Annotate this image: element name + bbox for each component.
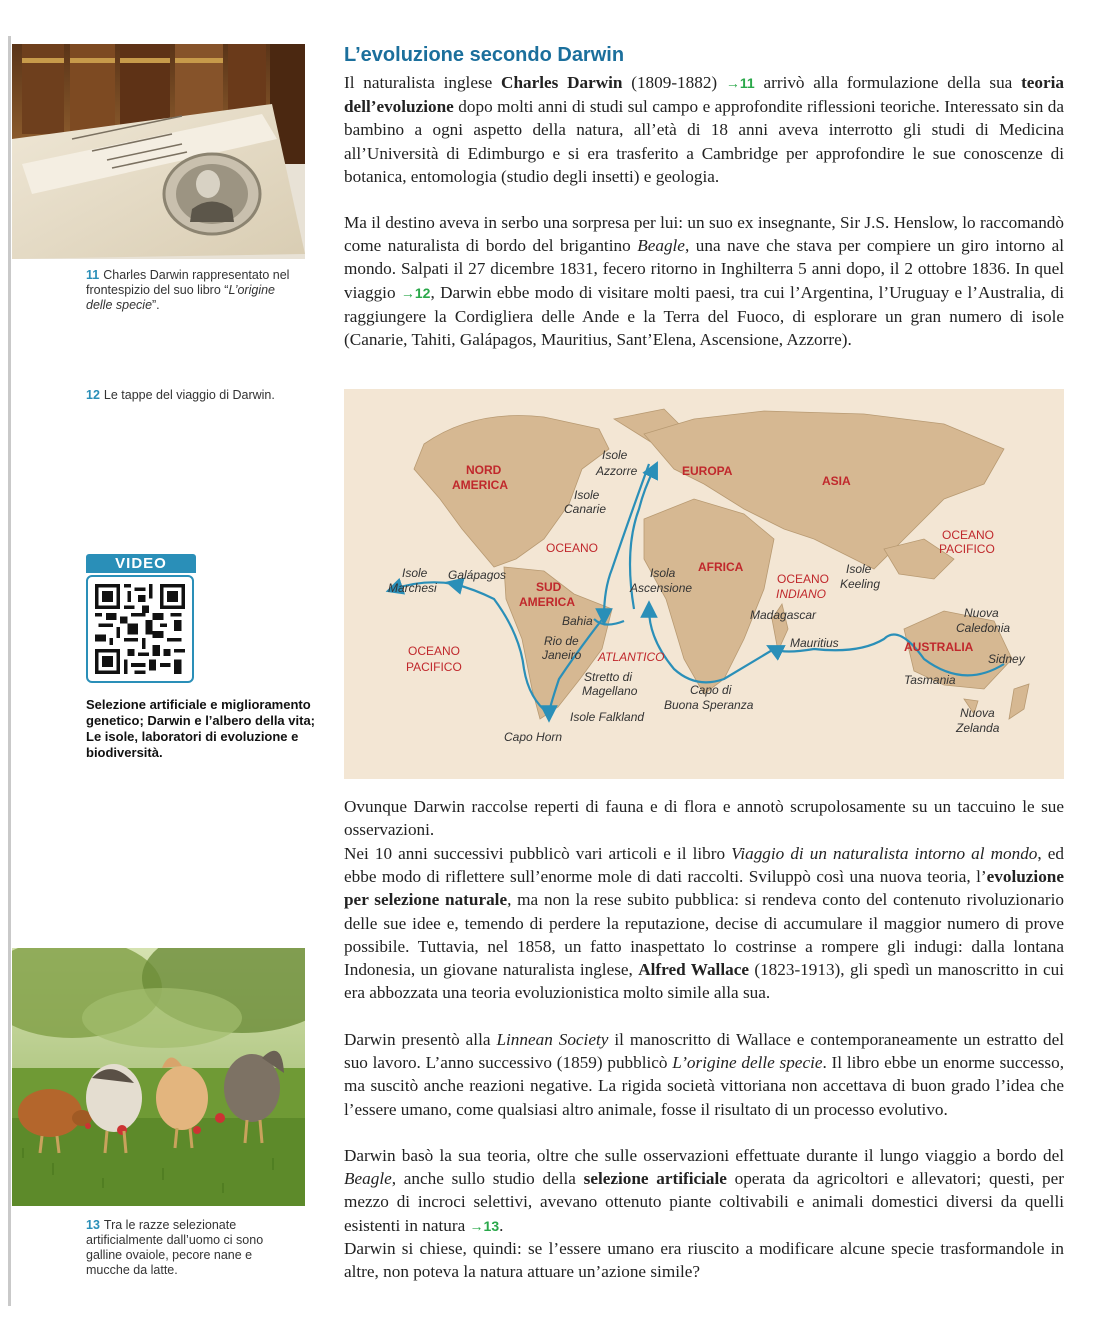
caption-11-book-title: L’origine delle specie (86, 283, 276, 312)
qr-icon (95, 584, 185, 674)
p2-text-c: , Darwin ebbe modo di visitare molti paesi, tra cui l’Argentina, l’Uruguay e l’Australia, di raggiungere la Cordigliera delle Ande e la Terra del Fuoco, di esplorare un gran numero di isole (Canarie, Tahiti, Galápagos, Mauritius, Sant’Elena, Ascensione, Azzorre). (344, 282, 1064, 350)
caption-13-text: Tra le razze selezionate artificialmente dall’uomo ci sono galline ovaiole, pecore nane e mucche da latte. (86, 1218, 264, 1277)
caption-11-number: 11 (86, 268, 100, 282)
p5-book-title: L’origine delle specie (672, 1053, 823, 1073)
p6-text-a: Darwin basò la sua teoria, oltre che sulle osservazioni effettuate durante il lungo viaggio a bordo del (344, 1146, 1064, 1165)
video-qr-code[interactable] (86, 575, 194, 683)
place-label: Canarie (564, 502, 607, 516)
paragraph-3: Ovunque Darwin raccolse reperti di fauna e di flora e annotò scrupolosamente su un taccuino le sue osservazioni. (344, 797, 1064, 840)
place-label: Madagascar (750, 608, 817, 622)
p2-text-b: , una nave che stava per compiere un giro intorno al mondo. Salpati il 27 dicembre 1831, fecero ritorno in Inghilterra 5 anni dopo, il 2 ottobre 1836. In quel viaggio (344, 236, 1064, 302)
label-oceano-pac-w: OCEANO (408, 644, 461, 658)
label-africa: AFRICA (698, 560, 744, 574)
hens-photo (12, 948, 305, 1206)
place-label: Magellano (582, 684, 638, 698)
paragraph-4 (344, 842, 1064, 1004)
page-margin-rule (8, 36, 11, 1306)
p2-text-a: Ma il destino aveva in serbo una sorpresa per lui: un suo ex insegnante, Sir J.S. Henslow, lo raccomandò come naturalista di bordo del brigantino (344, 213, 1064, 256)
p1-darwin-name: Charles Darwin (501, 73, 623, 92)
label-pacifico-w: PACIFICO (406, 660, 462, 674)
place-label: Mauritius (790, 636, 839, 650)
p5-text-a: Darwin presentò alla (344, 1030, 497, 1049)
p4-text-a: Nei 10 anni successivi pubblicò vari articoli e il libro (344, 844, 732, 863)
video-tag: VIDEO (86, 554, 196, 573)
place-label: Zelanda (956, 721, 1000, 735)
p6-text-b: , anche sullo studio della (391, 1169, 584, 1189)
place-label: Capo Horn (504, 730, 563, 744)
p6-ship-name: Beagle (344, 1169, 392, 1189)
paragraph-1 (344, 71, 1064, 188)
label-sud-america: AMERICA (519, 595, 575, 609)
place-label: Isole Falkland (570, 710, 645, 724)
label-sud: SUD (536, 580, 562, 594)
p5-society-name: Linnean Society (496, 1030, 609, 1049)
label-europa: EUROPA (682, 464, 733, 478)
ref-12-link[interactable]: →12 (400, 284, 431, 301)
p1-text-c: (1809-1882) (622, 73, 726, 92)
label-nord: NORD (466, 463, 502, 477)
place-label: Capo di (690, 683, 732, 697)
place-label: Galápagos (448, 568, 507, 582)
darwin-book-photo (12, 44, 305, 259)
p4-wallace-name: Alfred Wallace (638, 960, 749, 980)
label-atlantico: ATLANTICO (598, 650, 665, 664)
place-label: Buona Speranza (664, 698, 754, 712)
p5-text-c: . Il libro ebbe un enorme successo, ma suscitò anche reazioni negative. La rigida società vittoriana non accettava di buon grado l’idea che l’essere umano, come qualsiasi altro animale, fosse il risultato di un processo evolutivo. (344, 1053, 1065, 1119)
caption-12 (86, 388, 296, 403)
place-label: Tasmania (904, 673, 956, 687)
p4-book-title: Viaggio di un naturalista intorno al mondo (731, 844, 1038, 863)
caption-11 (86, 268, 296, 313)
label-pacifico-e: PACIFICO (939, 542, 995, 556)
paragraph-5 (344, 1028, 1064, 1121)
place-label: Nuova (964, 606, 999, 620)
p6-artificial-selection: selezione artificiale (583, 1169, 727, 1189)
place-label: Nuova (960, 706, 995, 720)
place-label: Azzorre (596, 464, 638, 478)
place-label: Janeiro (542, 648, 582, 662)
label-oceano-atl: OCEANO (546, 541, 599, 555)
caption-12-number: 12 (86, 388, 100, 402)
label-oceano-pac-e: OCEANO (942, 528, 995, 542)
p1-theory-term: teoria dell’evoluzione (344, 73, 1065, 117)
place-label: Marchesi (388, 581, 437, 595)
caption-13 (86, 1218, 296, 1278)
p1-text-d: arrivò alla formulazione della sua (754, 73, 1022, 92)
place-label: Isole (846, 562, 872, 576)
place-label: Keeling (840, 577, 881, 591)
p1-text-f: dopo molti anni di studi sul campo e approfondite riflessioni teoriche. Interessato sin da bambino a ogni aspetto della natura, all’età di 18 anni aveva interrotto gli studi di Medicina all’Università di Edimburgo e si era trasferito a Cambridge per approfondire le sue conoscenze di botanica, entomologia (studio degli insetti) e geologia. (344, 97, 1064, 186)
voyage-map (344, 389, 1064, 779)
place-label: Rio de (544, 634, 579, 648)
label-australia: AUSTRALIA (904, 640, 974, 654)
paragraph-7: Darwin si chiese, quindi: se l’essere umano era riuscito a modificare alcune specie trasformandole in altre, non poteva la natura attuare un’azione simile? (344, 1239, 1064, 1282)
caption-13-number: 13 (86, 1218, 100, 1232)
place-label: Ascensione (630, 581, 693, 595)
section-heading: L’evoluzione secondo Darwin (344, 44, 625, 66)
place-label: Isole (402, 566, 428, 580)
label-nord-america: AMERICA (452, 478, 508, 492)
caption-11-end: ”. (152, 298, 160, 312)
place-label: Isola (650, 566, 676, 580)
p6-text-d: operata da agricoltori e allevatori; questi, per mezzo di incroci selettivi, avevano ottenuto piante coltivabili e animali domestici diversi da quelli esistenti in natura (344, 1169, 1064, 1235)
place-label: Isole (602, 448, 628, 462)
place-label: Bahia (562, 614, 593, 628)
place-label: Sidney (988, 652, 1025, 666)
video-title[interactable]: Selezione artificiale e miglioramento genetico; Darwin e l’albero della vita; Le isole, laboratori di evoluzione e biodiversità. (86, 697, 316, 760)
caption-11-text: Charles Darwin rappresentato nel frontespizio del suo libro “ (86, 268, 290, 297)
paragraph-2 (344, 211, 1064, 351)
p2-ship-name: Beagle (637, 236, 685, 256)
p6-text-e: . (499, 1215, 504, 1235)
label-asia: ASIA (822, 474, 851, 488)
p1-text-a: Il naturalista inglese (344, 73, 502, 92)
ref-13-link[interactable]: →13 (469, 1217, 500, 1234)
label-indiano: INDIANO (776, 587, 827, 601)
place-label: Caledonia (956, 621, 1011, 635)
caption-12-text: Le tappe del viaggio di Darwin. (103, 388, 275, 402)
p4-text-b: , ed ebbe modo di riflettere sull’enorme mole di dati raccolti. Sviluppò così una nuova teoria, l’ (344, 844, 1064, 887)
place-label: Stretto di (584, 670, 633, 684)
p4-natural-selection: evoluzione per selezione naturale (344, 867, 1064, 910)
place-label: Isole (574, 488, 600, 502)
label-oceano-ind: OCEANO (777, 572, 830, 586)
p5-text-b: il manoscritto di Wallace e contemporaneamente un estratto del suo lavoro. L’anno successivo (1859) pubblicò (344, 1030, 1064, 1073)
ref-11-link[interactable]: →11 (725, 75, 755, 91)
p4-text-f: (1823-1913), gli spedì un manoscritto in cui era abbozzata una teoria evoluzionistica molto simile alla sua. (344, 960, 1065, 1003)
paragraph-6 (344, 1144, 1064, 1238)
p4-text-d: , ma non la rese subito pubblica: si rendeva conto del contenuto rivoluzionario delle sue idee e, temendo di perdere la reputazione, decise di accumulare il maggior numero di prove possibile. Tuttavia, nel 1858, un fatto inaspettato lo costrinse a rompere gli indugi: dalla lontana Indonesia, un giovane naturalista inglese, (344, 890, 1064, 980)
